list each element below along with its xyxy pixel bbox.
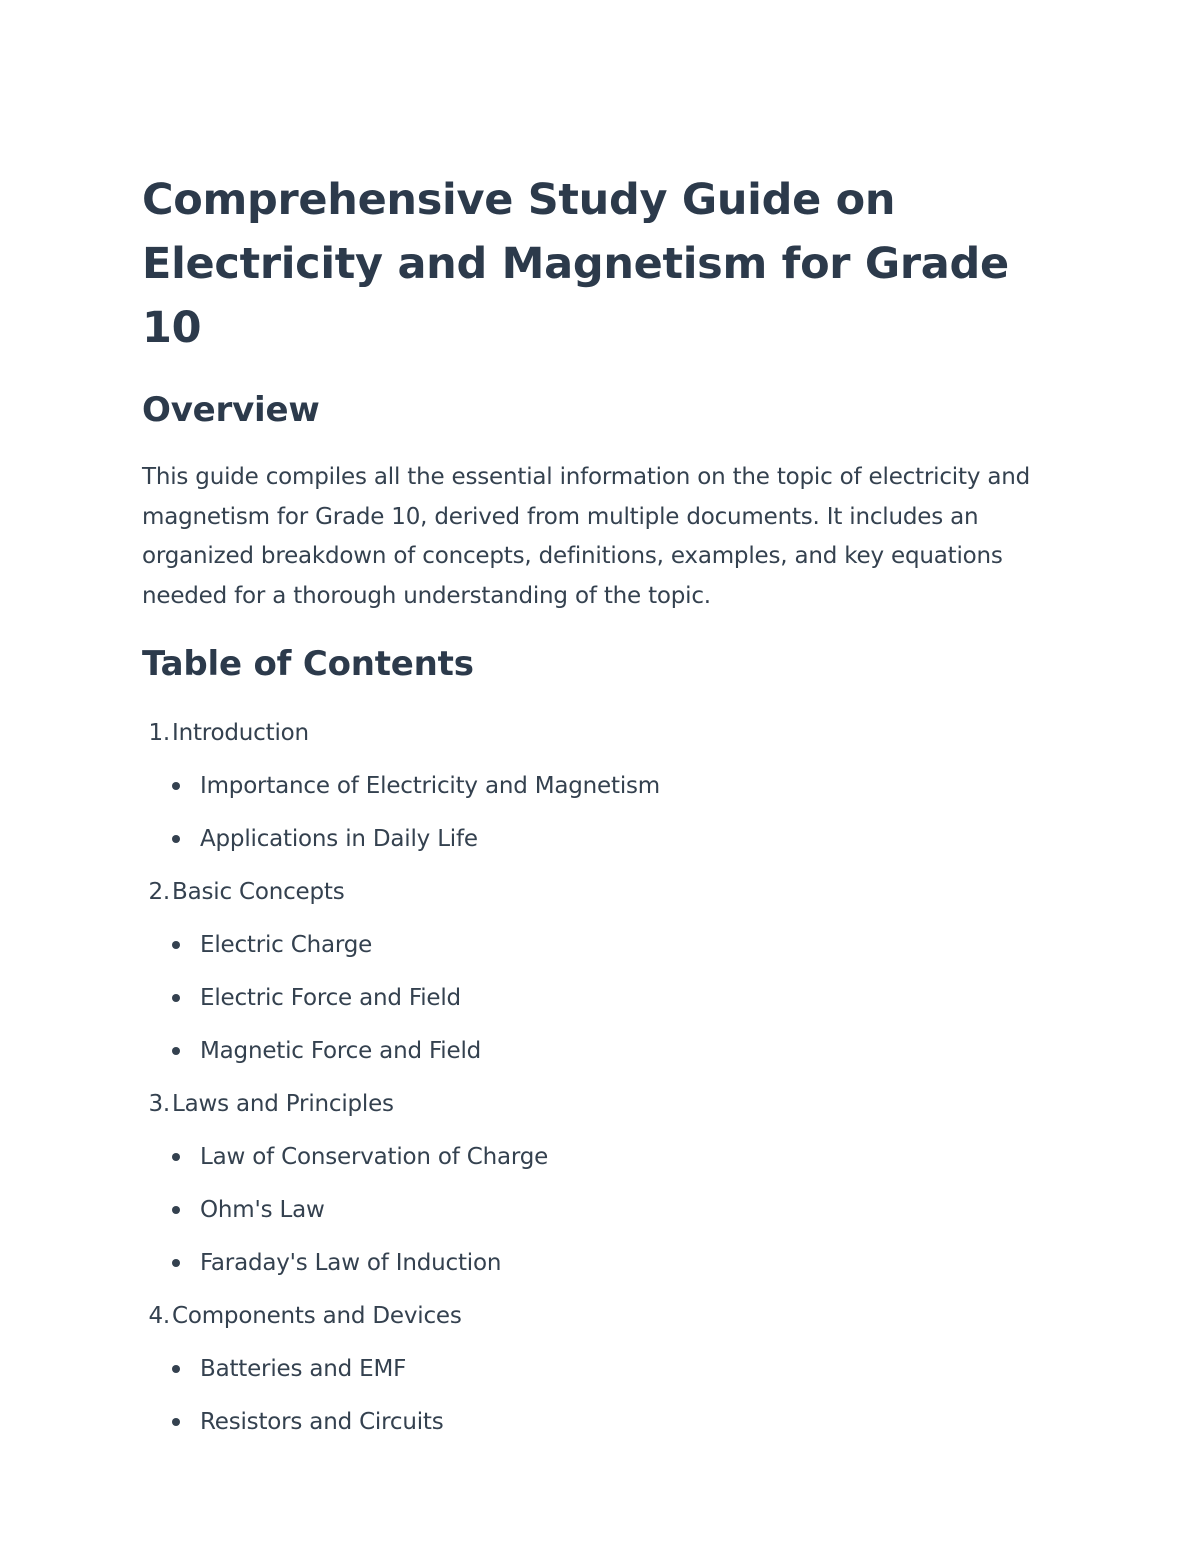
overview-paragraph: This guide compiles all the essential information on the topic of electricity and magnetism for Grade 10, derived from multiple documents. It includes an organized breakdown of concepts, definitions, examples, and key equations needed for a thorough understanding of the topic. bbox=[142, 464, 1031, 609]
document-page bbox=[142, 168, 1062, 1448]
toc-subitem bbox=[142, 1342, 1062, 1395]
toc-item-label: Components and Devices bbox=[172, 1302, 462, 1329]
toc-heading: Table of Contents bbox=[142, 644, 474, 684]
toc-item-number: 2. bbox=[148, 878, 170, 905]
bullet-icon bbox=[172, 1365, 180, 1373]
bullet-icon bbox=[172, 1153, 180, 1161]
toc-subitem-label: Magnetic Force and Field bbox=[200, 1037, 482, 1064]
toc-item-introduction bbox=[142, 706, 1062, 865]
toc-subitem-label: Law of Conservation of Charge bbox=[200, 1143, 549, 1170]
toc-item-number: 3. bbox=[148, 1090, 170, 1117]
toc-subitem bbox=[142, 1236, 1062, 1289]
toc-item-label: Laws and Principles bbox=[172, 1090, 394, 1117]
bullet-icon bbox=[172, 1418, 180, 1426]
toc-subitem bbox=[142, 759, 1062, 812]
toc-item-basic-concepts bbox=[142, 865, 1062, 1077]
toc-subitem bbox=[142, 971, 1062, 1024]
toc-item-components-and-devices bbox=[142, 1289, 1062, 1448]
table-of-contents bbox=[142, 706, 1062, 1448]
toc-item-number: 4. bbox=[148, 1302, 170, 1329]
bullet-icon bbox=[172, 994, 180, 1002]
bullet-icon bbox=[172, 1206, 180, 1214]
toc-item-laws-and-principles bbox=[142, 1077, 1062, 1289]
toc-item-label: Introduction bbox=[172, 719, 309, 746]
bullet-icon bbox=[172, 941, 180, 949]
bullet-icon bbox=[172, 1047, 180, 1055]
bullet-icon bbox=[172, 835, 180, 843]
toc-subitem bbox=[142, 1130, 1062, 1183]
toc-subitem-label: Batteries and EMF bbox=[200, 1355, 407, 1382]
toc-subitem-label: Electric Charge bbox=[200, 931, 373, 958]
toc-subitem-label: Ohm's Law bbox=[200, 1196, 325, 1223]
toc-subitem-label: Electric Force and Field bbox=[200, 984, 461, 1011]
toc-item-label: Basic Concepts bbox=[172, 878, 345, 905]
toc-subitem bbox=[142, 1395, 1062, 1448]
toc-subitem-label: Resistors and Circuits bbox=[200, 1408, 444, 1435]
overview-heading: Overview bbox=[142, 390, 320, 430]
bullet-icon bbox=[172, 782, 180, 790]
toc-sublist bbox=[142, 918, 1062, 1077]
toc-subitem bbox=[142, 918, 1062, 971]
toc-subitem bbox=[142, 1024, 1062, 1077]
toc-subitem-label: Applications in Daily Life bbox=[200, 825, 478, 852]
toc-item-number: 1. bbox=[148, 719, 170, 746]
toc-subitem-label: Faraday's Law of Induction bbox=[200, 1249, 502, 1276]
document-title: Comprehensive Study Guide on Electricity and Magnetism for Grade 10 bbox=[142, 175, 1009, 353]
toc-sublist bbox=[142, 759, 1062, 865]
bullet-icon bbox=[172, 1259, 180, 1267]
toc-subitem-label: Importance of Electricity and Magnetism bbox=[200, 772, 660, 799]
toc-subitem bbox=[142, 812, 1062, 865]
toc-sublist bbox=[142, 1130, 1062, 1289]
toc-subitem bbox=[142, 1183, 1062, 1236]
toc-sublist bbox=[142, 1342, 1062, 1448]
